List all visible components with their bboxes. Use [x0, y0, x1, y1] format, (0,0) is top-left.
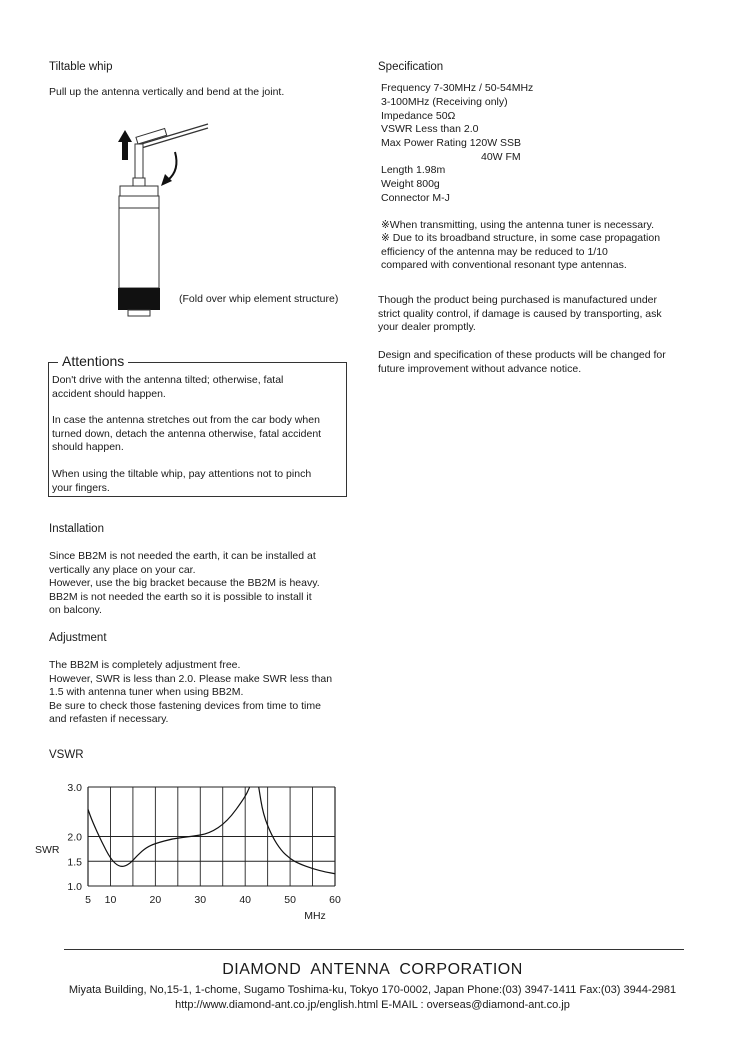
note-tuner: ※When transmitting, using the antenna tuner is necessary.	[381, 219, 654, 231]
spec-length: Length 1.98m	[381, 164, 446, 176]
vswr-chart	[0, 770, 360, 930]
x-tick-label: 20	[149, 894, 162, 906]
spec-receiving: 3-100MHz (Receiving only)	[381, 96, 508, 108]
spec-power-ssb: Max Power Rating 120W SSB	[381, 137, 522, 149]
x-tick-label: 50	[284, 894, 296, 906]
y-tick-label: 1.5	[67, 856, 82, 869]
spec-vswr: VSWR Less than 2.0	[381, 123, 479, 135]
specification-heading: Specification	[378, 61, 444, 73]
x-tick-label: 10	[104, 894, 117, 906]
note-efficiency: ※ Due to its broadband structure, in some case propagation efficiency of the antenna may be reduced to 1/10 compared with conventional resonant type antennas.	[381, 232, 661, 272]
adjustment-text: The BB2M is completely adjustment free. However, SWR is less than 2.0. Please make SWR less than 1.5 with antenna tuner when using BB2M. Be sure to check those fastening devices from time to time and refasten if necessary.	[49, 659, 333, 726]
y-tick-label: 3.0	[67, 782, 82, 794]
installation-text: Since BB2M is not needed the earth, it can be installed at vertically any place on your car. However, use the big bracket because the BB2M is heavy. BB2M is not needed the earth so it is possible to install it on balcony.	[49, 550, 320, 617]
spec-frequency: Frequency 7-30MHz / 50-54MHz	[381, 82, 534, 94]
antenna-illustration	[108, 112, 218, 320]
x-tick-label: 40	[239, 894, 252, 906]
attention-item: Don't drive with the antenna tilted; otherwise, fatal accident should happen.	[52, 374, 284, 400]
attentions-title: Attentions	[58, 352, 128, 370]
attention-item: In case the antenna stretches out from the car body when turned down, detach the antenna otherwise, fatal accident should happen.	[52, 414, 322, 454]
up-arrow-icon	[118, 130, 132, 160]
y-axis-label: SWR	[35, 843, 60, 856]
tiltable-whip-text: Pull up the antenna vertically and bend at the joint.	[49, 86, 285, 98]
chart-lines	[88, 787, 335, 874]
vswr-series-line	[88, 787, 250, 866]
vswr-series-line	[259, 787, 335, 874]
company-name: DIAMOND ANTENNA CORPORATION	[222, 961, 523, 978]
spec-impedance: Impedance 50Ω	[381, 110, 456, 122]
bend-arrow-icon	[161, 152, 176, 186]
installation-heading: Installation	[49, 523, 104, 535]
adjustment-heading: Adjustment	[49, 632, 107, 644]
chart-grid	[88, 787, 335, 886]
design-text: Design and specification of these products will be changed for future improvement without advance notice.	[378, 349, 666, 375]
x-tick-label: 5	[85, 894, 91, 906]
footer-divider	[64, 949, 684, 950]
spec-power-fm: 40W FM	[481, 151, 521, 163]
x-tick-label: 30	[194, 894, 207, 906]
figure-caption: (Fold over whip element structure)	[179, 293, 339, 305]
chart-labels	[35, 782, 341, 922]
x-tick-label: 60	[329, 894, 341, 906]
vswr-heading: VSWR	[49, 749, 84, 761]
attention-item: When using the tiltable whip, pay attentions not to pinch your fingers.	[52, 468, 312, 494]
tiltable-whip-heading: Tiltable whip	[49, 61, 113, 73]
spec-connector: Connector M-J	[381, 192, 450, 204]
quality-text: Though the product being purchased is manufactured under strict quality control, if damage is caused by transporting, ask your dealer promptly.	[378, 294, 662, 334]
x-axis-label: MHz	[304, 910, 326, 922]
y-tick-label: 1.0	[67, 881, 82, 893]
y-tick-label: 2.0	[67, 831, 82, 844]
spec-weight: Weight 800g	[381, 178, 440, 190]
company-address: Miyata Building, No,15-1, 1-chome, Sugamo Toshima-ku, Tokyo 170-0002, Japan Phone:(03) 3947-1411 Fax:(03) 3944-2981	[68, 984, 677, 996]
company-contact: http://www.diamond-ant.co.jp/english.html E-MAIL : overseas@diamond-ant.co.jp	[175, 999, 570, 1011]
